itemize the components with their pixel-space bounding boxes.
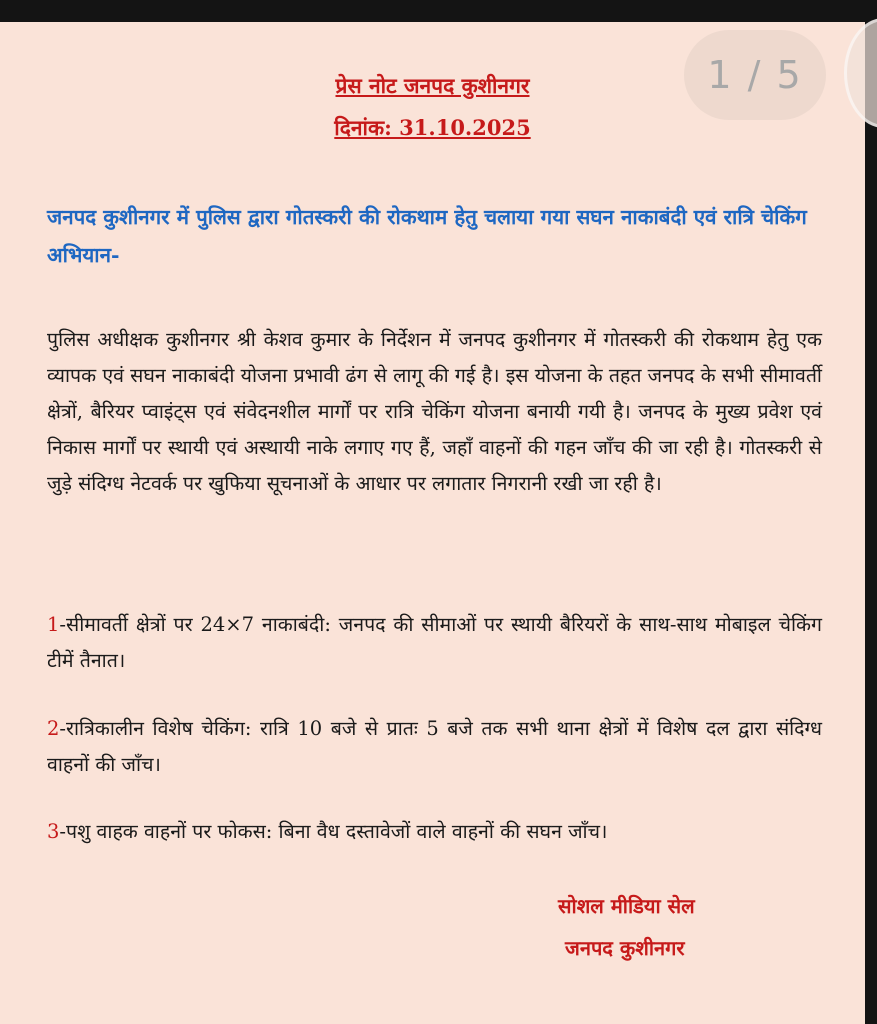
body-paragraph: पुलिस अधीक्षक कुशीनगर श्री केशव कुमार के निर्देशन में जनपद कुशीनगर में गोतस्करी की रोकथाम हेतु एक व्यापक एवं सघन नाकाबंदी योजना प्रभावी ढंग से लागू की गई है। इस योजना के तहत जनपद के सभी सीमावर्ती क्षेत्रों, बैरियर प्वाइंट्स एवं संवेदनशील मार्गों पर रात्रि चेकिंग योजना बनायी गयी है। जनपद के मुख्य प्रवेश एवं निकास मार्गों पर स्थायी एवं अस्थायी नाके लगाए गए हैं, जहाँ वाहनों की गहन जाँच की जा रही है। गोतस्करी से जुड़े संदिग्ध नेटवर्क पर खुफिया सूचनाओं के आधार पर लगातार निगरानी रखी जा रही है।	[47, 328, 822, 495]
list-item-number: 3	[47, 820, 60, 843]
press-note-date: दिनांक: 31.10.2025	[334, 115, 531, 140]
list-item	[47, 607, 822, 679]
list-item-text: -पशु वाहक वाहनों पर फोकस: बिना वैध दस्तावेजों वाले वाहनों की सघन जाँच।	[59, 820, 608, 843]
list-item	[47, 711, 822, 783]
right-edge-strip	[865, 22, 877, 1024]
list-item-number: 1	[47, 613, 60, 636]
list-item-number: 2	[47, 717, 60, 740]
list-item	[47, 814, 822, 850]
list-item-text: -रात्रिकालीन विशेष चेकिंग: रात्रि 10 बजे से प्रातः 5 बजे तक सभी थाना क्षेत्रों में विशेष दल द्वारा संदिग्ध वाहनों की जाँच।	[47, 717, 822, 776]
signature-line-2: जनपद कुशीनगर	[565, 936, 685, 960]
signature-line-1: सोशल मीडिया सेल	[558, 894, 695, 918]
list-item-text: -सीमावर्ती क्षेत्रों पर 24×7 नाकाबंदी: जनपद की सीमाओं पर स्थायी बैरियरों के साथ-साथ मोबाइल चेकिंग टीमें तैनात।	[47, 613, 822, 672]
top-status-strip	[0, 0, 877, 22]
page-counter-badge[interactable]: 1 / 5	[684, 30, 826, 120]
headline: जनपद कुशीनगर में पुलिस द्वारा गोतस्करी की रोकथाम हेतु चलाया गया सघन नाकाबंदी एवं रात्रि चेकिंग अभियान-	[47, 205, 807, 267]
press-note-title: प्रेस नोट जनपद कुशीनगर	[335, 73, 530, 98]
document-page	[0, 22, 865, 1024]
